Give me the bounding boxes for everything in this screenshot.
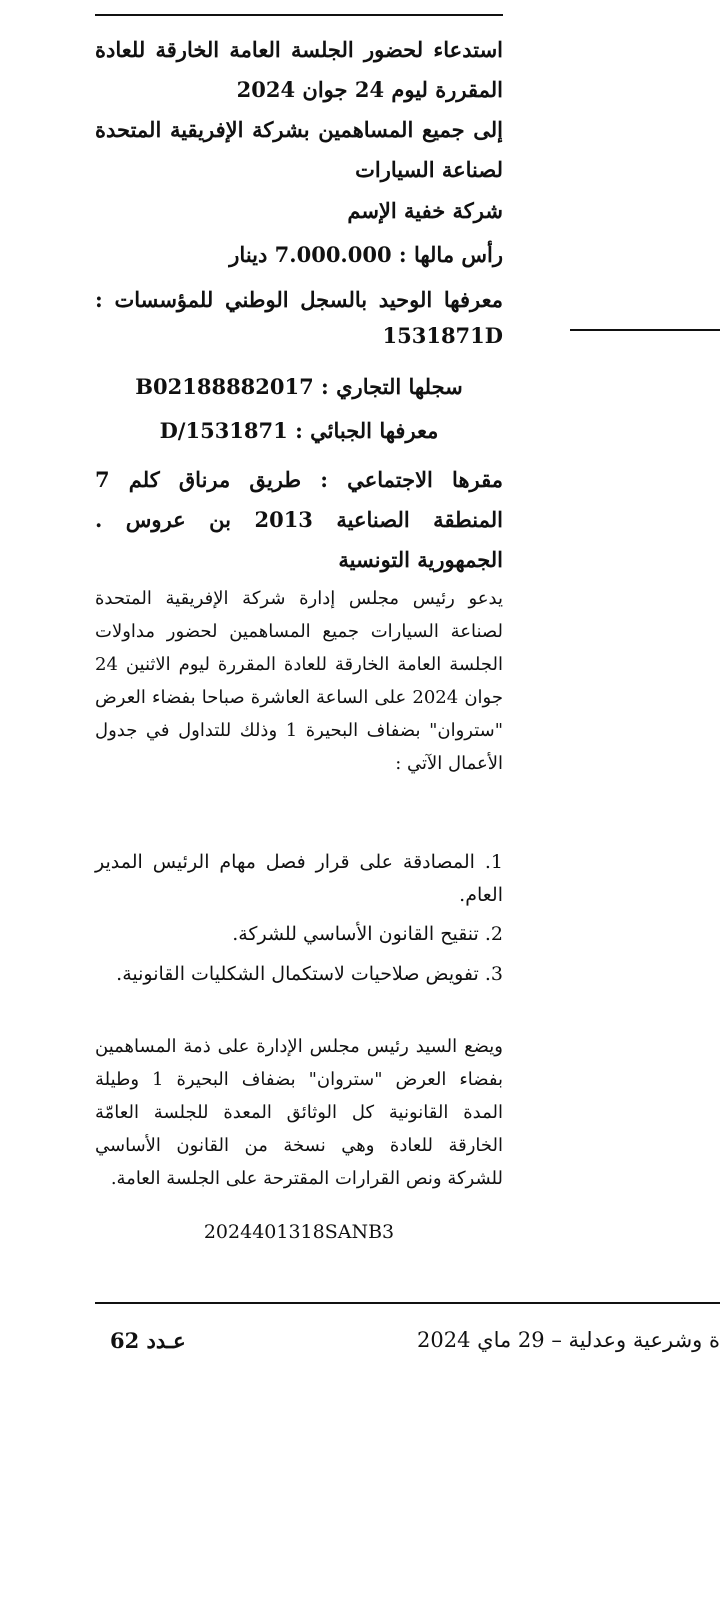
publication-info: ة وشرعية وعدلية – 29 ماي 2024 xyxy=(417,1328,720,1352)
footer-rule xyxy=(95,1302,720,1304)
issue-number: عـدد 62 xyxy=(110,1328,186,1353)
page-footer xyxy=(0,1328,720,1368)
agenda-item: 1. المصادقة على قرار فصل مهام الرئيس المدير العام. xyxy=(95,851,503,906)
invitation-text: يدعو رئيس مجلس إدارة شركة الإفريقية المتحدة لصناعة السيارات جميع المساهمين لحضور مداولات الجلسة العامة الخارقة للعادة المقررة ليوم الاثنين 24 جوان 2024 على الساعة العاشرة صباحا بفضاء العرض "ستروان" بضفاف البحيرة 1 وذلك للتداول في جدول الأعمال الآتي : xyxy=(95,588,504,774)
reference-number: 2024401318SANB3 xyxy=(203,1221,395,1243)
company-capital: رأس مالها : 7.000.000 دينار xyxy=(229,242,503,267)
tax-id: معرفها الجبائي : 1531871/D xyxy=(159,418,439,443)
agenda-item: 2. تنقيح القانون الأساسي للشركة. xyxy=(232,923,503,945)
closing-text: ويضع السيد رئيس مجلس الإدارة على ذمة المساهمين بفضاء العرض "ستروان" بضفاف البحيرة 1 وطيلة المدة القانونية كل الوثائق المعدة للجلسة العامّة الخارقة للعادة وهي نسخة من القانون الأساسي للشركة ونص القرارات المقترحة على الجلسة العامة. xyxy=(95,1036,503,1189)
company-type: شركة خفية الإسم xyxy=(347,198,503,223)
adjacent-rule xyxy=(570,329,720,331)
notice-addressee: إلى جميع المساهمين بشركة الإفريقية المتحدة لصناعة السيارات xyxy=(95,117,503,182)
headquarters: مقرها الاجتماعي : طريق مرناق كلم 7 المنطقة الصناعية 2013 بن عروس . الجمهورية التونسية xyxy=(95,467,503,572)
agenda-item: 3. تفويض صلاحيات لاستكمال الشكليات القانونية. xyxy=(116,963,503,985)
notice-title: استدعاء لحضور الجلسة العامة الخارقة للعادة المقررة ليوم 24 جوان 2024 xyxy=(95,37,503,102)
national-id: معرفها الوحيد بالسجل الوطني للمؤسسات : 1531871D xyxy=(95,287,503,348)
trade-register: سجلها التجاري : B02188882017 xyxy=(135,374,463,399)
column-top-rule xyxy=(95,14,503,16)
